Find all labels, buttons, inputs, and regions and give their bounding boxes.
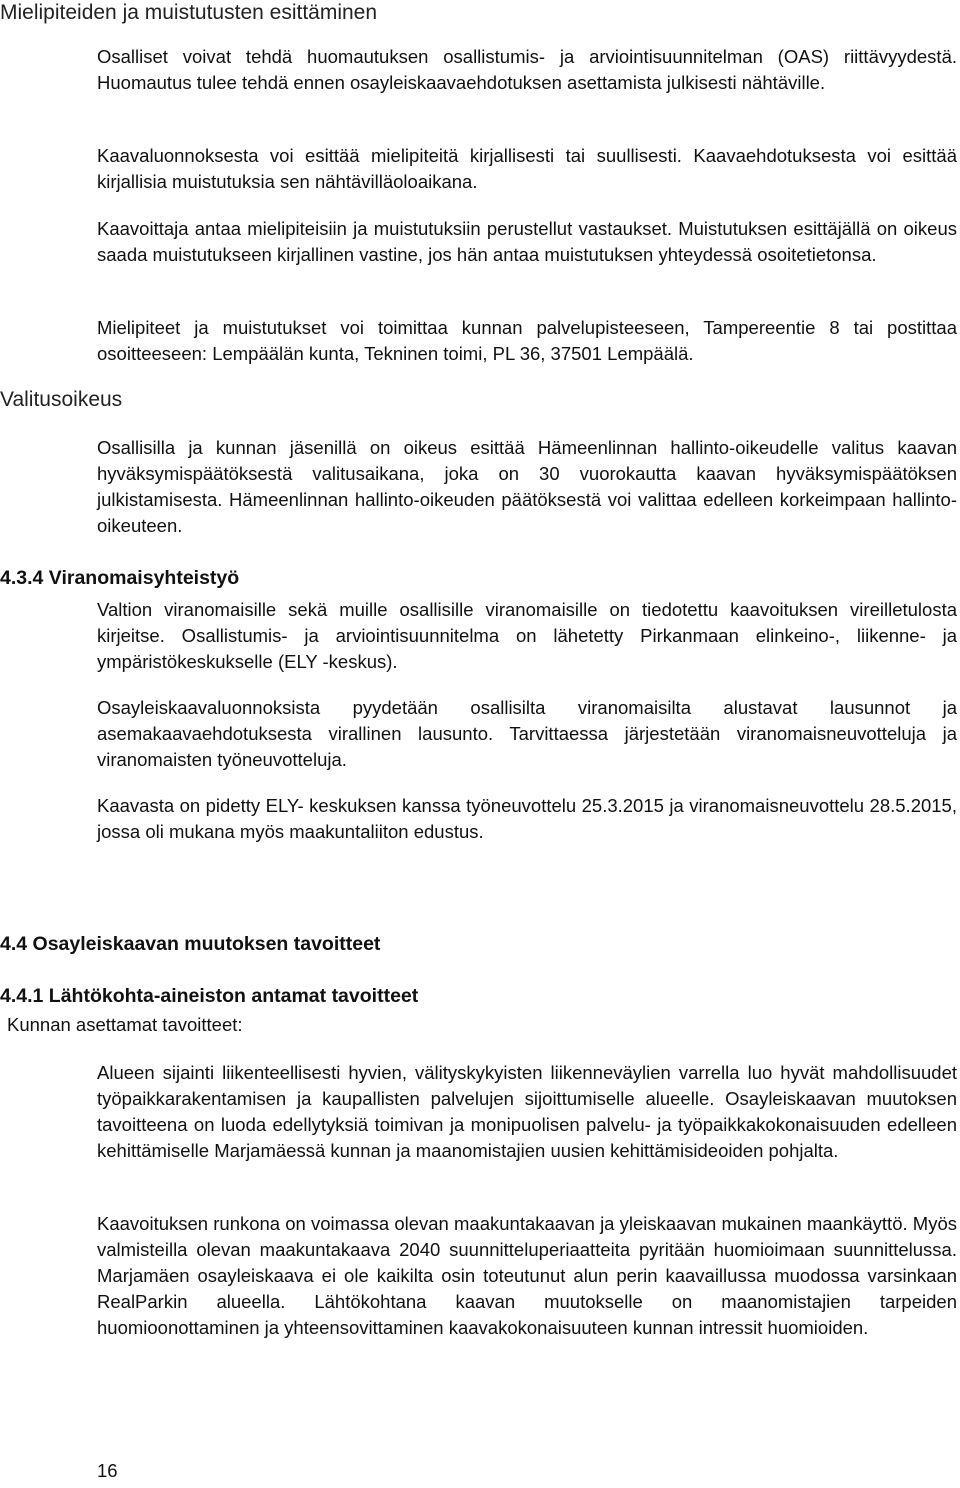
paragraph-lausunnot: Osayleiskaavaluonnoksista pyydetään osallisilta viranomaisilta alustavat lausunnot ja asemakaavaehdotuksesta virallinen lausunto. Tarvittaessa järjestetään viranomaisneuvotteluja ja viranomaisten työneuvotteluja. xyxy=(97,697,957,770)
heading-tavoitteet: 4.4 Osayleiskaavan muutoksen tavoitteet xyxy=(0,933,381,955)
intro-kunnan-tavoitteet: Kunnan asettamat tavoitteet: xyxy=(7,1014,243,1035)
paragraph-oas-huomautus: Osalliset voivat tehdä huomautuksen osallistumis- ja arviointisuunnitelman (OAS) riittävyydestä. Huomautus tulee tehdä ennen osayleiskaavaehdotuksen asettamista julkisesti nähtäville. xyxy=(97,46,957,93)
paragraph-toimitusosoite: Mielipiteet ja muistutukset voi toimittaa kunnan palvelupisteeseen, Tampereentie 8 tai postittaa osoitteeseen: Lempäälän kunta, Tekninen toimi, PL 36, 37501 Lempäälä. xyxy=(97,317,957,364)
section-label-mielipiteet: Mielipiteiden ja muistutusten esittäminen xyxy=(0,1,378,24)
paragraph-tiedotus: Valtion viranomaisille sekä muille osallisille viranomaisille on tiedotettu kaavoituksen vireilletulosta kirjeitse. Osallistumis- ja arviointisuunnitelma on lähetetty Pirkanmaan elinkeino-, liikenne- ja ympäristökeskukselle (ELY -keskus). xyxy=(97,599,957,672)
paragraph-neuvottelut: Kaavasta on pidetty ELY- keskuksen kanssa työneuvottelu 25.3.2015 ja viranomaisneuvottelu 28.5.2015, jossa oli mukana myös maakuntaliiton edustus. xyxy=(97,795,957,842)
section-label-valitusoikeus: Valitusoikeus xyxy=(0,388,123,411)
subheading-lahtokohta-tavoitteet: 4.4.1 Lähtökohta-aineiston antamat tavoitteet xyxy=(0,985,419,1007)
heading-viranomaisyhteistyo: 4.3.4 Viranomaisyhteistyö xyxy=(0,567,240,589)
paragraph-vastaukset: Kaavoittaja antaa mielipiteisiin ja muistutuksiin perustellut vastaukset. Muistutuksen esittäjällä on oikeus saada muistutukseen kirjallinen vastine, jos hän antaa muistutuksen yhteydessä osoitetietonsa. xyxy=(97,218,957,265)
page-number: 16 xyxy=(97,1460,118,1481)
paragraph-kaavaluonnos: Kaavaluonnoksesta voi esittää mielipiteitä kirjallisesti tai suullisesti. Kaavaehdotuksesta voi esittää kirjallisia muistutuksia sen nähtävilläoloaikana. xyxy=(97,145,957,192)
paragraph-kaavoituksen-runko: Kaavoituksen runkona on voimassa olevan maakuntakaavan ja yleiskaavan mukainen maankäyttö. Myös valmisteilla olevan maakuntakaava 2040 suunnitteluperiaatteita pyritään huomioimaan suunnittelussa. Marjamäen osayleiskaava ei ole kaikilta osin toteutunut alun perin kaavaillussa muodossa varsinkaan RealParkin alueella. Lähtökohtana kaavan muutokselle on maanomistajien tarpeiden huomioonottaminen ja yhteensovittaminen kaavakokonaisuuteen kunnan intressit huomioiden. xyxy=(97,1213,957,1338)
paragraph-valitus: Osallisilla ja kunnan jäsenillä on oikeus esittää Hämeenlinnan hallinto-oikeudelle valitus kaavan hyväksymispäätöksestä valitusaikana, joka on 30 vuorokautta kaavan hyväksymispäätöksen julkistamisesta. Hämeenlinnan hallinto-oikeuden päätöksestä voi valittaa edelleen korkeimpaan hallinto-oikeuteen. xyxy=(97,437,957,536)
paragraph-sijainti: Alueen sijainti liikenteellisesti hyvien, välityskykyisten liikenneväylien varrella luo hyvät mahdollisuudet työpaikkarakentamisen ja kaupallisten palvelujen sijoittumiselle alueelle. Osayleiskaavan muutoksen tavoitteena on luoda edellytyksiä toimivan ja monipuolisen palvelu- ja työpaikkakokonaisuuden edelleen kehittämiselle Marjamäessä kunnan ja maanomistajien uusien kehittämisideoiden pohjalta. xyxy=(97,1062,957,1161)
